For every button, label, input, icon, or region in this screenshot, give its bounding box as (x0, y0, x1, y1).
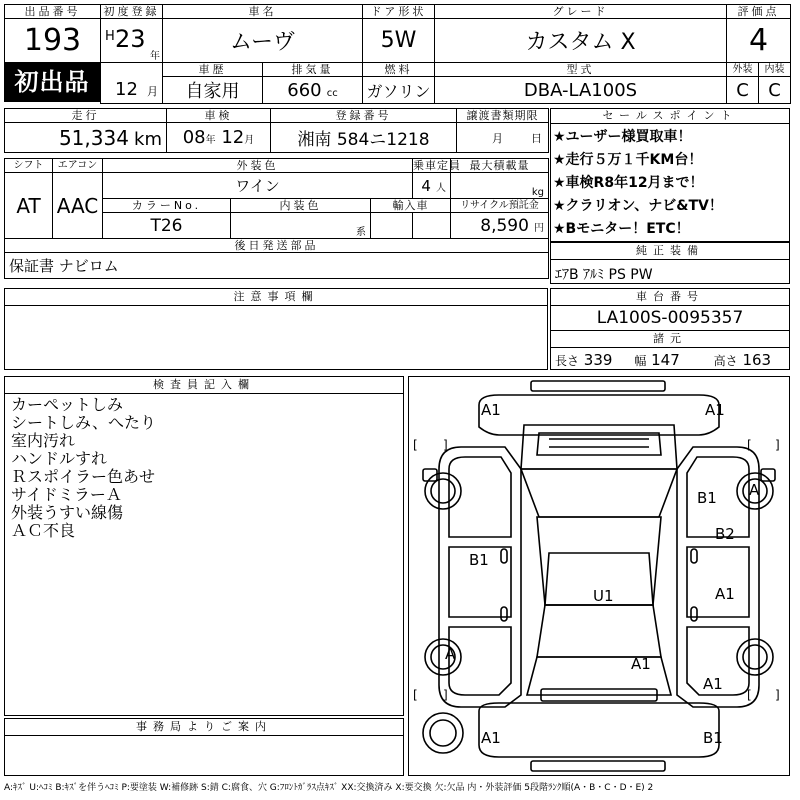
fuel-label: 燃料 (363, 63, 435, 77)
sales-points-title: セールスポイント (551, 109, 789, 124)
sales-point-item: ★クラリオン、ナビ&TV！ (553, 198, 723, 214)
mileage-cell (5, 123, 167, 153)
header-subtable (100, 62, 791, 104)
recycle-value: 8,590 (480, 215, 529, 236)
lot-number: 193 (5, 19, 101, 63)
mileage-label: 走行 (5, 109, 167, 123)
model-label: 型式 (435, 63, 727, 77)
sales-points-list (551, 124, 789, 241)
sales-point-item: ★車検R8年12月まで！ (553, 175, 704, 191)
mark-right-front-tire: A (749, 481, 760, 499)
mileage-value: 51,334 (58, 125, 129, 150)
mark-right-rear-door: A1 (715, 585, 735, 603)
door-label: ドア形状 (363, 5, 435, 19)
first-reg-label: 初度登録 (101, 5, 163, 19)
door-type: 5W (363, 19, 435, 63)
sales-points-box (550, 108, 790, 242)
notes-title: 注意事項欄 (5, 289, 547, 306)
notes-box (4, 288, 548, 370)
bracket-mark: [ (413, 438, 418, 452)
inspector-box (4, 376, 404, 716)
mark-right-front-fender: B1 (697, 489, 717, 507)
inspector-line: 室内汚れ (11, 431, 76, 450)
length-value: 339 (583, 351, 613, 369)
mark-left-rear-tire: A (445, 645, 456, 663)
later-parts-value: 保証書 ナビロム (5, 253, 549, 279)
import-label: 輸入車 (371, 199, 451, 213)
width-cell (630, 348, 709, 372)
width-value: 147 (651, 351, 680, 369)
height-value: 163 (742, 351, 772, 369)
bracket-mark: ] (775, 688, 780, 702)
bracket-mark: ] (443, 688, 448, 702)
displacement-cell (263, 77, 363, 104)
grade-value: カスタム X (435, 19, 727, 63)
interior-color-unit: 系 (231, 213, 371, 239)
equipment-box (550, 242, 790, 284)
chassis-box (550, 288, 790, 370)
dims-row (551, 348, 789, 372)
recycle-label: リサイクル預託金 (451, 199, 549, 213)
interior-rank-label: 内装 (759, 63, 791, 77)
fuel-value: ガソリン (363, 77, 435, 104)
mark-roof: U1 (593, 587, 614, 605)
chassis-value: LA100S-0095357 (551, 306, 789, 331)
capacity-value: 4 (421, 177, 431, 195)
inspector-line: 外装うすい線傷 (11, 503, 124, 522)
bracket-mark: ] (443, 438, 448, 452)
mark-right-rear-quarter: A1 (703, 675, 723, 693)
history-label: 車歴 (163, 63, 263, 77)
later-parts-label: 後日発送部品 (5, 239, 549, 253)
lot-label: 出品番号 (5, 5, 101, 19)
score-value: 4 (727, 19, 791, 63)
transfer-day-unit: 日 (531, 131, 542, 145)
mileage-unit: km (134, 128, 162, 150)
ac-label: エアコン (53, 159, 103, 173)
mark-left-front-door: B1 (469, 551, 489, 569)
length-label: 長さ (555, 354, 580, 368)
bracket-mark: [ (747, 438, 752, 452)
transfer-label: 譲渡書類期限 (457, 109, 549, 123)
chassis-title: 車台番号 (551, 289, 789, 306)
mark-front-left: A1 (481, 401, 501, 419)
equipment-title: 純正装備 (551, 243, 789, 260)
transfer-month-unit: 月 (492, 131, 503, 145)
office-box (4, 718, 404, 776)
inspector-lines (5, 394, 403, 540)
color-no-value: T26 (103, 213, 231, 239)
grade-label: グレード (435, 5, 727, 19)
color-no-label: カラーNo. (103, 199, 231, 213)
mark-front-right: A1 (705, 401, 725, 419)
exterior-rank: C (727, 77, 759, 104)
inspection-year: 08 (182, 127, 206, 148)
mark-rear-left: A1 (481, 729, 501, 747)
capacity-unit: 人 (436, 183, 447, 194)
month-unit: 月 (147, 85, 158, 98)
interior-color-label: 内装色 (231, 199, 371, 213)
equipment-value: ｴｱB ｱﾙﾐ PS PW (555, 267, 653, 283)
score-label: 評価点 (727, 5, 791, 19)
office-title: 事務局よりご案内 (5, 719, 403, 736)
registration-label: 登録番号 (271, 109, 457, 123)
sales-point-item: ★走行５万１千KM台！ (553, 152, 703, 168)
exterior-color-label: 外装色 (103, 159, 413, 173)
width-label: 幅 (634, 354, 647, 368)
import-cell-b (413, 213, 451, 239)
shift-label: シフト (5, 159, 53, 173)
year-value: 23 (115, 25, 146, 53)
max-load-unit: kg (451, 173, 549, 199)
era-letter: H (105, 29, 115, 44)
shift-value: AT (5, 173, 53, 239)
mark-rear-center: A1 (631, 655, 651, 673)
first-listing-badge: 初出品 (4, 62, 100, 102)
length-cell (551, 348, 630, 372)
inspector-line: サイドミラーＡ (11, 485, 122, 504)
sales-point-item: ★Bモニター！ETC！ (553, 221, 690, 237)
displacement-label: 排気量 (263, 63, 363, 77)
inspector-line: カーペットしみ (11, 395, 124, 414)
inspector-line: シートしみ、へたり (11, 413, 156, 432)
specs-table (4, 158, 549, 279)
legend-text: A:ｷｽﾞ U:ﾍｺﾐ B:ｷｽﾞを伴うﾍｺﾐ P:要塗装 W:補修跡 S:錆 C:腐食、穴 G:ﾌﾛﾝﾄｶﾞﾗｽ点ｷｽﾞ XX:交換済み X:要交換 欠:欠品 内・外装評価 5段階ﾗﾝｸ順(A・B・C・D・E) 2 (4, 783, 654, 793)
capacity-label: 乗車定員 (413, 159, 462, 172)
inspection-month: 12 (221, 127, 245, 148)
interior-rank: C (759, 77, 791, 104)
inspector-title: 検査員記入欄 (5, 377, 403, 394)
capacity-cell (413, 173, 451, 199)
bracket-mark: [ (747, 688, 752, 702)
year-unit: 年 (150, 51, 160, 62)
dims-title: 諸元 (551, 331, 789, 348)
recycle-cell (451, 213, 549, 239)
inspector-line: ハンドルすれ (11, 449, 108, 468)
first-reg-year (101, 19, 163, 63)
transfer-cell (457, 123, 549, 153)
car-name-label: 車名 (163, 5, 363, 19)
height-label: 高さ (713, 354, 738, 368)
model-value: DBA-LA100S (435, 77, 727, 104)
car-name: ムーヴ (163, 19, 363, 63)
displacement-unit: cc (326, 87, 338, 99)
header-table (4, 4, 791, 63)
registration-value: 湘南 584ニ1218 (271, 123, 457, 153)
history-value: 自家用 (163, 77, 263, 104)
recycle-unit: 円 (534, 222, 545, 234)
inspection-label: 車検 (167, 109, 271, 123)
exterior-color-value: ワイン (103, 173, 413, 199)
first-reg-month (101, 63, 163, 104)
inspection-month-unit: 月 (244, 135, 255, 146)
import-cell-a (371, 213, 413, 239)
mark-right-front-door: B2 (715, 525, 735, 543)
max-load-label: 最大積載量 (451, 159, 549, 173)
height-cell (710, 348, 789, 372)
inspector-line: Ｒスポイラー色あせ (11, 467, 156, 486)
inspector-line: ＡＣ不良 (11, 521, 76, 540)
bracket-mark: [ (413, 688, 418, 702)
month-value: 12 (115, 79, 138, 100)
displacement-value: 660 (287, 79, 322, 101)
damage-diagram (408, 376, 790, 776)
exterior-rank-label: 外装 (727, 63, 759, 77)
inspection-cell (167, 123, 271, 153)
mileage-table (4, 108, 549, 153)
mark-rear-right: B1 (703, 729, 723, 747)
inspection-year-unit: 年 (205, 135, 216, 146)
bracket-mark: ] (775, 438, 780, 452)
sales-point-item: ★ユーザー様買取車！ (553, 129, 692, 145)
car-outline (409, 377, 789, 775)
ac-value: AAC (53, 173, 103, 239)
